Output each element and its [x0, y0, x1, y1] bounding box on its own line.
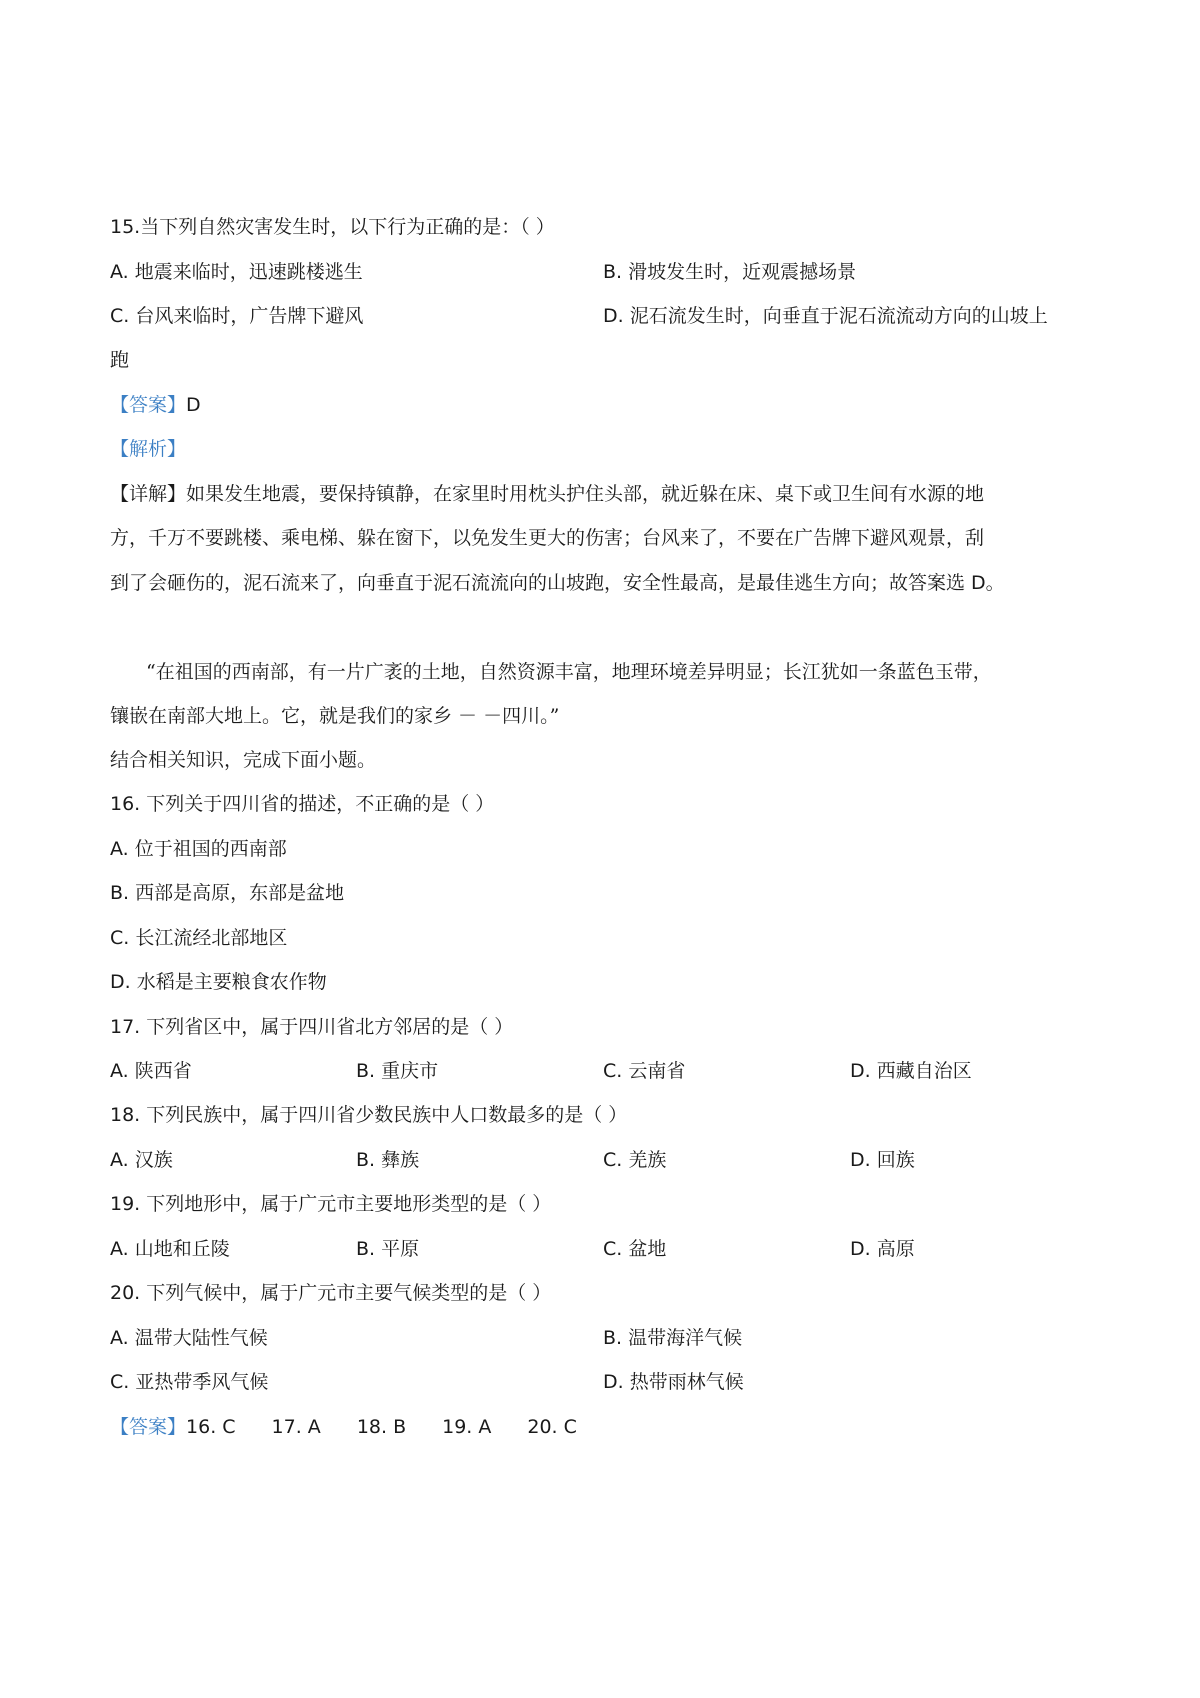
q19-option-b: B. 平原 — [356, 1238, 420, 1260]
q19-option-a: A. 山地和丘陵 — [110, 1238, 230, 1260]
q15-option-d-wrap: 跑 — [110, 349, 130, 371]
answer-item-20: 20. C — [527, 1416, 577, 1438]
passage-line-2: 镶嵌在南部大地上。它，就是我们的家乡 － －四川。” — [110, 705, 560, 727]
q19-option-d: D. 高原 — [850, 1238, 915, 1260]
q19-stem: 19. 下列地形中，属于广元市主要地形类型的是（ ） — [110, 1193, 552, 1215]
q17-option-b: B. 重庆市 — [356, 1060, 439, 1082]
q16-option-d: D. 水稻是主要粮食农作物 — [110, 971, 327, 993]
q15-option-d: D. 泥石流发生时，向垂直于泥石流流动方向的山坡上 — [603, 305, 1048, 327]
q15-option-c: C. 台风来临时，广告牌下避风 — [110, 305, 364, 327]
q18-option-a: A. 汉族 — [110, 1149, 173, 1171]
q16-option-b: B. 西部是高原，东部是盆地 — [110, 882, 345, 904]
passage-line-1: “在祖国的西南部，有一片广袤的土地，自然资源丰富，地理环境差异明显；长江犹如一条蓝色玉带， — [146, 661, 992, 683]
answer-label: 【答案】 — [110, 394, 187, 416]
q18-option-c: C. 羌族 — [603, 1149, 667, 1171]
q17-stem: 17. 下列省区中，属于四川省北方邻居的是（ ） — [110, 1016, 514, 1038]
answer-item-19: 19. A — [442, 1416, 492, 1438]
q20-option-d: D. 热带雨林气候 — [603, 1371, 744, 1393]
q18-option-d: D. 回族 — [850, 1149, 915, 1171]
q17-option-a: A. 陕西省 — [110, 1060, 192, 1082]
group-answer-label: 【答案】 — [110, 1416, 187, 1438]
q15-answer — [110, 387, 201, 423]
answer-value: D — [186, 394, 201, 416]
q15-analysis-label: 【解析】 — [110, 438, 187, 460]
answer-item-16: 16. C — [186, 1416, 236, 1438]
q20-option-b: B. 温带海洋气候 — [603, 1327, 743, 1349]
q18-option-b: B. 彝族 — [356, 1149, 420, 1171]
q19-option-c: C. 盆地 — [603, 1238, 667, 1260]
q16-option-a: A. 位于祖国的西南部 — [110, 838, 287, 860]
answer-item-17: 17. A — [271, 1416, 321, 1438]
q15-detail-line-1: 【详解】如果发生地震，要保持镇静，在家里时用枕头护住头部，就近躲在床、桌下或卫生间有水源的地 — [110, 483, 985, 505]
q20-stem: 20. 下列气候中，属于广元市主要气候类型的是（ ） — [110, 1282, 552, 1304]
q15-stem: 15.当下列自然灾害发生时，以下行为正确的是：（ ） — [110, 216, 555, 238]
group-answer — [110, 1409, 613, 1445]
q18-stem: 18. 下列民族中，属于四川省少数民族中人口数最多的是（ ） — [110, 1104, 628, 1126]
q20-option-a: A. 温带大陆性气候 — [110, 1327, 268, 1349]
q15-detail-line-2: 方，千万不要跳楼、乘电梯、躲在窗下，以免发生更大的伤害；台风来了，不要在广告牌下避风观景，刮 — [110, 527, 985, 549]
q17-option-d: D. 西藏自治区 — [850, 1060, 972, 1082]
q17-option-c: C. 云南省 — [603, 1060, 686, 1082]
q16-stem: 16. 下列关于四川省的描述，不正确的是（ ） — [110, 793, 495, 815]
q20-option-c: C. 亚热带季风气候 — [110, 1371, 269, 1393]
passage-instruction: 结合相关知识，完成下面小题。 — [110, 749, 377, 771]
q16-option-c: C. 长江流经北部地区 — [110, 927, 288, 949]
q15-option-a: A. 地震来临时，迅速跳楼逃生 — [110, 261, 363, 283]
q15-option-b: B. 滑坡发生时，近观震撼场景 — [603, 261, 857, 283]
q15-detail-line-3: 到了会砸伤的，泥石流来了，向垂直于泥石流流向的山坡跑，安全性最高，是最佳逃生方向；故答案选 D。 — [110, 572, 1005, 594]
answer-item-18: 18. B — [356, 1416, 407, 1438]
